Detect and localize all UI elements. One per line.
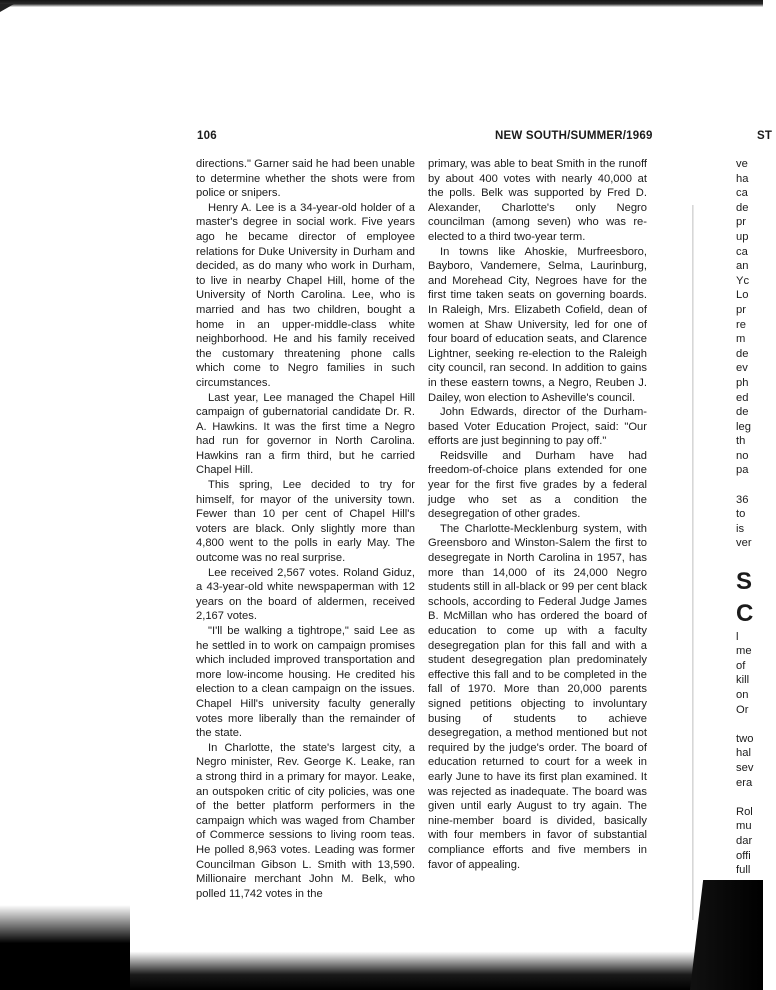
paragraph: This spring, Lee decided to try for himself, for mayor of the university town. Fewer than 10 per cent of Chapel Hill's voters are black. Only slightly more than 4,800 went to the polls in early May. The outcome was no real surprise. [196, 479, 415, 565]
next-page-line-fragment: S [736, 567, 753, 595]
next-page-line-fragment: two [736, 732, 754, 745]
scan-binding-shadow [690, 880, 763, 990]
next-page-line-fragment: ha [736, 172, 749, 185]
next-page-line-fragment: to [736, 508, 746, 521]
next-page-line-fragment: ve [736, 158, 748, 170]
paragraph: directions." Garner said he had been unable to determine whether the shots were from police or snipers. [196, 158, 415, 200]
paragraph: In towns like Ahoskie, Murfreesboro, Bayboro, Vandemere, Selma, Laurinburg, and Morehead City, Negroes have for the first time taken seats on governing boards. In Raleigh, Mrs. Elizabeth Cofield, dean of women at Shaw University, led for one of four board of education seats, and Clarence Lightner, seeking re-election to the Raleigh city council, ran second. In addition to gains in these eastern towns, a Negro, Reuben J. Dailey, won election to Asheville's council. [428, 245, 647, 404]
next-page-line-fragment: ph [736, 376, 749, 389]
next-page-line-fragment: of [736, 659, 746, 672]
next-page-line-fragment [736, 717, 776, 732]
scan-top-edge [0, 0, 763, 7]
next-page-line-fragment: pr [736, 303, 746, 316]
next-page-line-fragment: ca [736, 245, 748, 258]
next-page-header-fragment: ST [757, 130, 773, 142]
paragraph: John Edwards, director of the Durham-based Voter Education Project, said: "Our efforts are just beginning to pay off." [428, 406, 647, 448]
next-page-line-fragment: Yc [736, 274, 750, 287]
next-page-line-fragment [736, 790, 776, 805]
next-page-line-fragment: era [736, 776, 753, 789]
next-page-line-fragment: mu [736, 820, 752, 833]
paragraph: The Charlotte-Mecklenburg system, with Greensboro and Winston-Salem the first to desegregate in North Carolina in 1957, has more than 14,000 of its 24,000 Negro students still in all-black or 99 per cent black schools, according to Federal Judge James B. McMillan who has ordered the board of education to come up with a faculty desegregation plan for this fall and with a student desegregation plan predominately effective this fall and to be completed in the fall of 1970. More than 20,000 parents signed petitions objecting to involuntary busing of students to achieve desegregation, a method mentioned but not required by the judge's order. The board of education returned to court for a week in early June to have its first plan examined. It was rejected as inadequate. The board was given until early August to try again. The nine-member board is divided, basically with four members in favor of substantial compliance efforts and five members in favor of appealing. [428, 522, 647, 871]
next-page-line-fragment: is [736, 522, 745, 535]
article-column-right [428, 157, 647, 872]
paragraph: Last year, Lee managed the Chapel Hill campaign of gubernatorial candidate Dr. R. A. Hawkins. It was the first time a Negro had run for governor in North Carolina. Hawkins ran a firm third, but he carried Chapel Hill. [196, 391, 415, 477]
next-page-line-fragment: Lo [736, 289, 749, 302]
paragraph: Lee received 2,567 votes. Roland Giduz, a 43-year-old white newspaperman with 12 years on the board of aldermen, received 2,167 votes. [196, 566, 415, 623]
next-page-line-fragment: C [736, 599, 754, 627]
paragraph: Henry A. Lee is a 34-year-old holder of a master's degree in social work. Five years ago he became director of employee relations for Duke University in Durham and decided, as do many who work in Durham, to live in nearby Chapel Hill, home of the University of North Carolina. Lee, who is married and has two children, bought a home in an upper-middle-class white neighborhood. He and his family received the customary threatening phone calls which come to Negro families in such circumstances. [196, 201, 415, 389]
next-page-line-fragment: 36 [736, 493, 749, 506]
scan-bottom-left-shadow [0, 905, 130, 990]
next-page-line-fragment: kill [736, 674, 750, 687]
paragraph: primary, was able to beat Smith in the runoff by about 400 votes with nearly 40,000 at the polls. Belk was supported by Fred D. Alexander, Charlotte's only Negro councilman (among seven) who was re-elected to a third two-year term. [428, 158, 647, 243]
next-page-line-fragment: me [736, 645, 752, 658]
running-head: NEW SOUTH/SUMMER/1969 [495, 130, 653, 142]
next-page-line-fragment: Rol [736, 805, 753, 818]
next-page-line-fragment: ca [736, 187, 748, 200]
next-page-line-fragment: hal [736, 747, 751, 760]
next-page-line-fragment: re [736, 318, 746, 331]
next-page-line-fragment: leg [736, 420, 751, 433]
paragraph: Reidsville and Durham have had freedom-of-choice plans extended for one year for the first five grades by a federal judge who set as a condition the desegregation of other grades. [428, 449, 647, 521]
next-page-line-fragment: offi [736, 849, 751, 862]
next-page-line-fragment [736, 551, 776, 566]
next-page-line-fragment: de [736, 347, 749, 360]
next-page-line-fragment: pa [736, 464, 749, 477]
next-page-line-fragment: de [736, 406, 749, 419]
next-page-line-fragment: ev [736, 362, 748, 375]
page-gutter [692, 205, 694, 975]
next-page-line-fragment: l [736, 630, 739, 643]
next-page-line-fragment: dar [736, 834, 753, 847]
next-page-line-fragment: up [736, 230, 749, 243]
next-page-line-fragment: sev [736, 761, 754, 774]
next-page-line-fragment: Or [736, 703, 749, 716]
next-page-line-fragment [736, 478, 776, 493]
paragraph: "I'll be walking a tightrope," said Lee as he settled in to work on campaign promises which included improved transportation and more low-income housing. He credited his election to a clean campaign on the issues. Chapel Hill's university faculty generally votes more liberally than the remainder of the state. [196, 625, 415, 740]
next-page-line-fragment: full [736, 864, 751, 877]
next-page-line-fragment: on [736, 689, 749, 701]
next-page-line-fragment: an [736, 260, 749, 273]
next-page-line-fragment: m [736, 333, 746, 346]
scan-corner-mark [0, 4, 14, 12]
paragraph: In Charlotte, the state's largest city, a Negro minister, Rev. George K. Leake, ran a strong third in a primary for mayor. Leake, an outspoken critic of city policies, was one of the better platform performers in the campaign which was waged from Chamber of Commerce sessions to living room teas. He polled 8,963 votes. Leading was former Councilman Gibson L. Smith with 13,590. Millionaire merchant John M. Belk, who polled 11,742 votes in the [196, 741, 415, 900]
next-page-line-fragment: ver [736, 537, 752, 550]
next-page-line-fragment: de [736, 201, 749, 214]
next-page-column-fragment [736, 157, 776, 892]
page-number: 106 [197, 130, 217, 142]
page-header [197, 130, 773, 146]
article-column-left [196, 157, 415, 901]
next-page-line-fragment: no [736, 449, 749, 462]
next-page-line-fragment: pr [736, 216, 746, 229]
next-page-line-fragment: ed [736, 391, 749, 404]
next-page-line-fragment: th [736, 435, 746, 448]
